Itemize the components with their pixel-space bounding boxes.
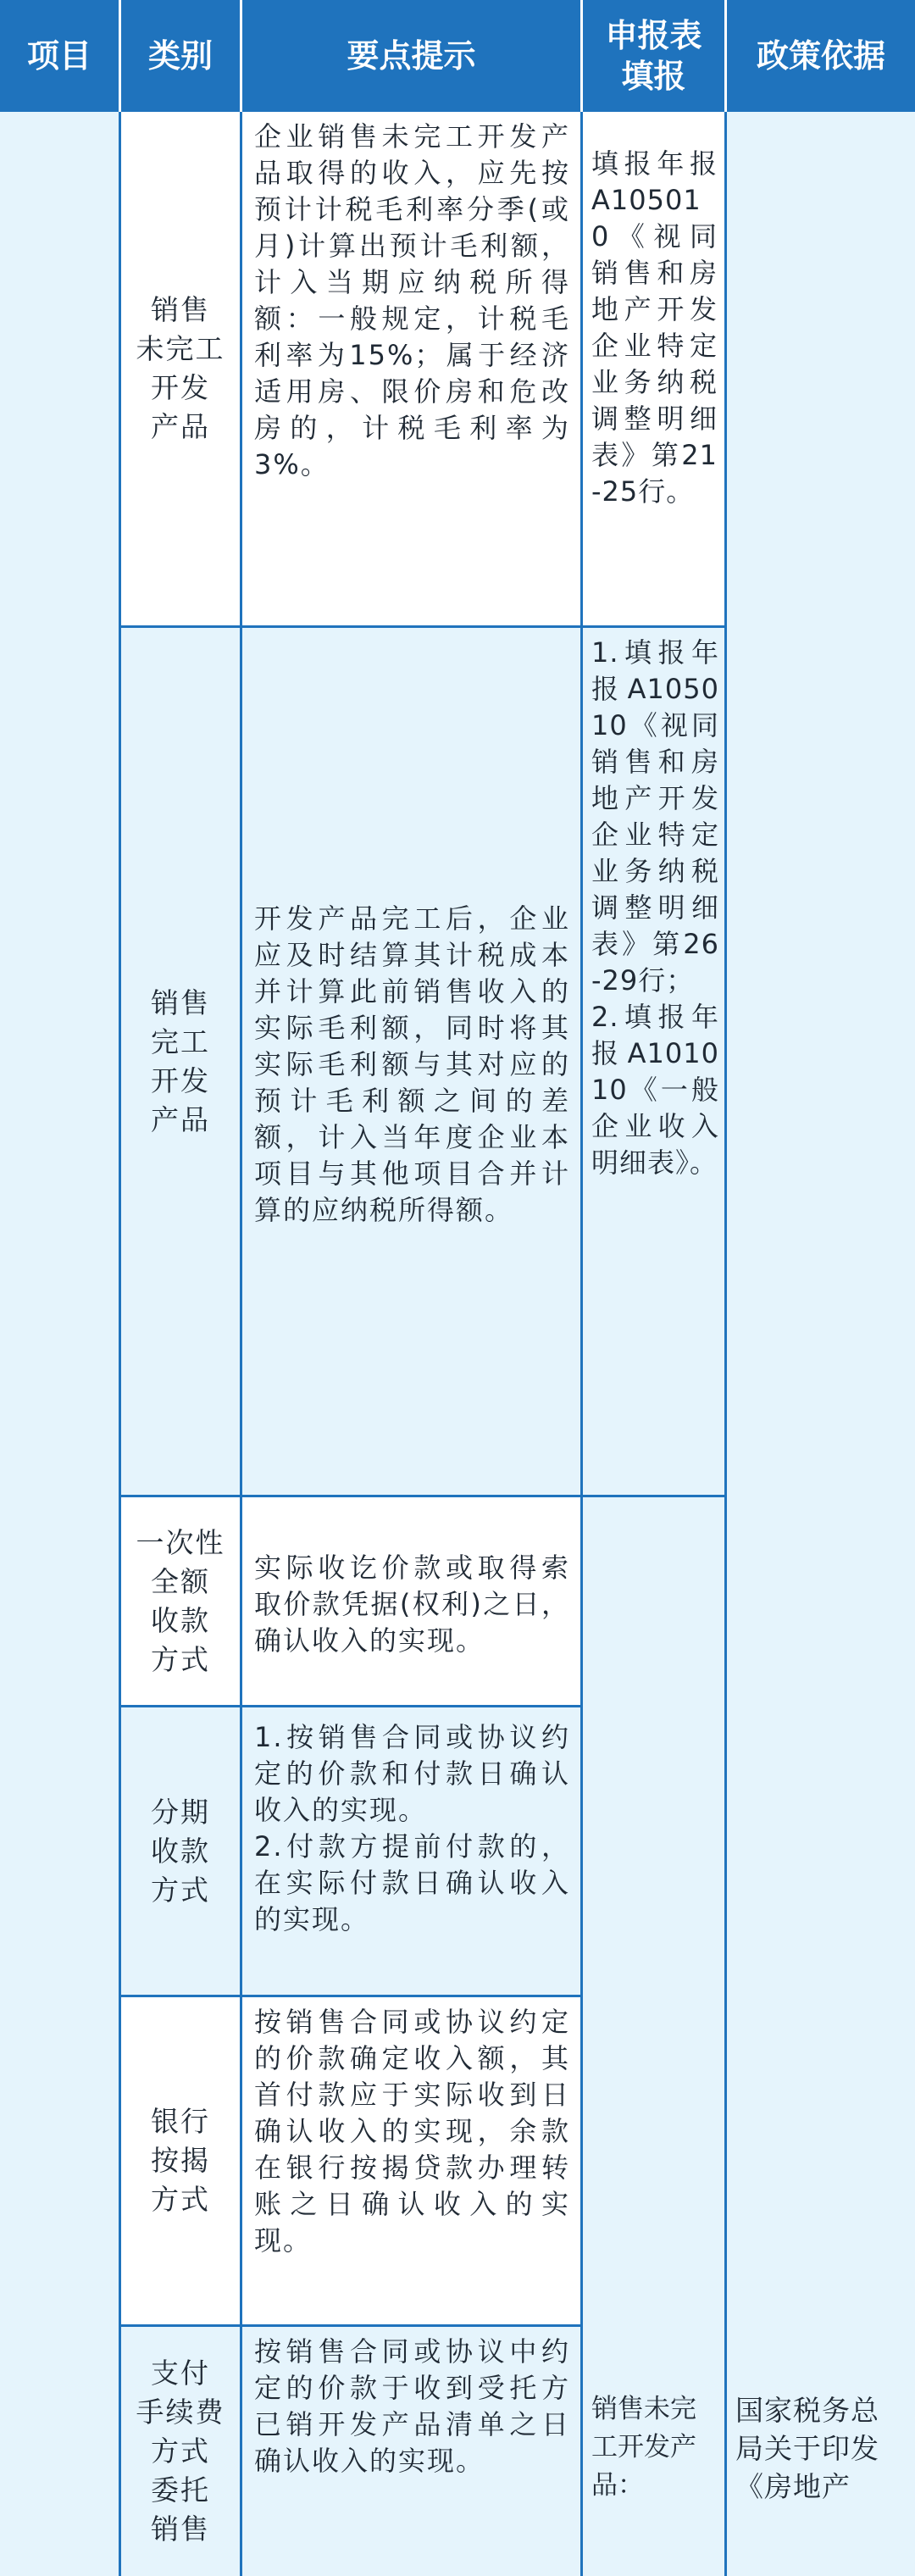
- table-header: [0, 0, 915, 112]
- category-unfinished-products: 销售 未完工 开发 产品: [121, 112, 240, 625]
- category-consignment: 支付 手续费 方式 委托 销售: [121, 2327, 240, 2576]
- key-points-lump-sum: [242, 1497, 580, 1705]
- category-lump-sum: 一次性 全额 收款 方式: [121, 1497, 240, 1705]
- key-points-installment: [242, 1707, 580, 1995]
- installment-point-1: 1.按销售合同或协议约定的价款和付款日确认收入的实现。: [254, 1721, 570, 1826]
- filing-unfinished: 填报年报A105010《视同销售和房地产开发企业特定业务纳税调整明细表》第21-25行。: [583, 112, 724, 625]
- header-category: 类别: [147, 36, 213, 75]
- header-policy: 政策依据: [756, 36, 885, 75]
- policy-cell: [727, 112, 915, 2576]
- header-key-points: 要点提示: [347, 36, 476, 75]
- key-points-finished-text: 开发产品完工后，企业应及时结算其计税成本并计算此前销售收入的实际毛利额，同时将其实际毛利额与其对应的预计毛利额之间的差额，计入当年度企业本项目与其他项目合并计算的应纳税所得额。: [254, 902, 570, 1226]
- key-points-lump-sum-text: 实际收讫价款或取得索取价款凭据(权利)之日，确认收入的实现。: [254, 1552, 570, 1657]
- key-points-unfinished: 企业销售未完工开发产品取得的收入，应先按预计计税毛利率分季(或月)计算出预计毛利额，计入当期应纳税所得额：一般规定，计税毛利率为15%；属于经济适用房、限价房和危改房的，计税毛利率为3%。: [242, 112, 580, 625]
- category-mortgage: 银行 按揭 方式: [121, 1997, 240, 2324]
- installment-point-2: 2.付款方提前付款的，在实际付款日确认收入的实现。: [254, 1830, 570, 1935]
- filing-merged: [583, 1497, 724, 2576]
- key-points-mortgage: 按销售合同或协议约定的价款确定收入额，其首付款应于实际收到日确认收入的实现，余款在银行按揭贷款办理转账之日确认收入的实现。: [242, 1997, 580, 2324]
- header-filing: 申报表 填报: [605, 16, 702, 95]
- key-points-finished: [242, 628, 580, 1495]
- key-points-consignment: 按销售合同或协议中约定的价款于收到受托方已销开发产品清单之日确认收入的实现。: [242, 2327, 580, 2576]
- category-installment: 分期 收款 方式: [121, 1707, 240, 1995]
- policy-text: 国家税务总局关于印发《房地产: [735, 2394, 879, 2503]
- header-project: 项目: [26, 36, 92, 75]
- filing-merged-text: 销售未完工开发产品：: [591, 2394, 696, 2501]
- category-finished-products: 销售 完工 开发 产品: [121, 628, 240, 1495]
- project-cell: [0, 112, 119, 2576]
- filing-finished: 1.填报年报A105010《视同销售和房地产开发企业特定业务纳税调整明细表》第26-29行； 2.填报年报A101010《一般企业收入明细表》。: [583, 628, 724, 1495]
